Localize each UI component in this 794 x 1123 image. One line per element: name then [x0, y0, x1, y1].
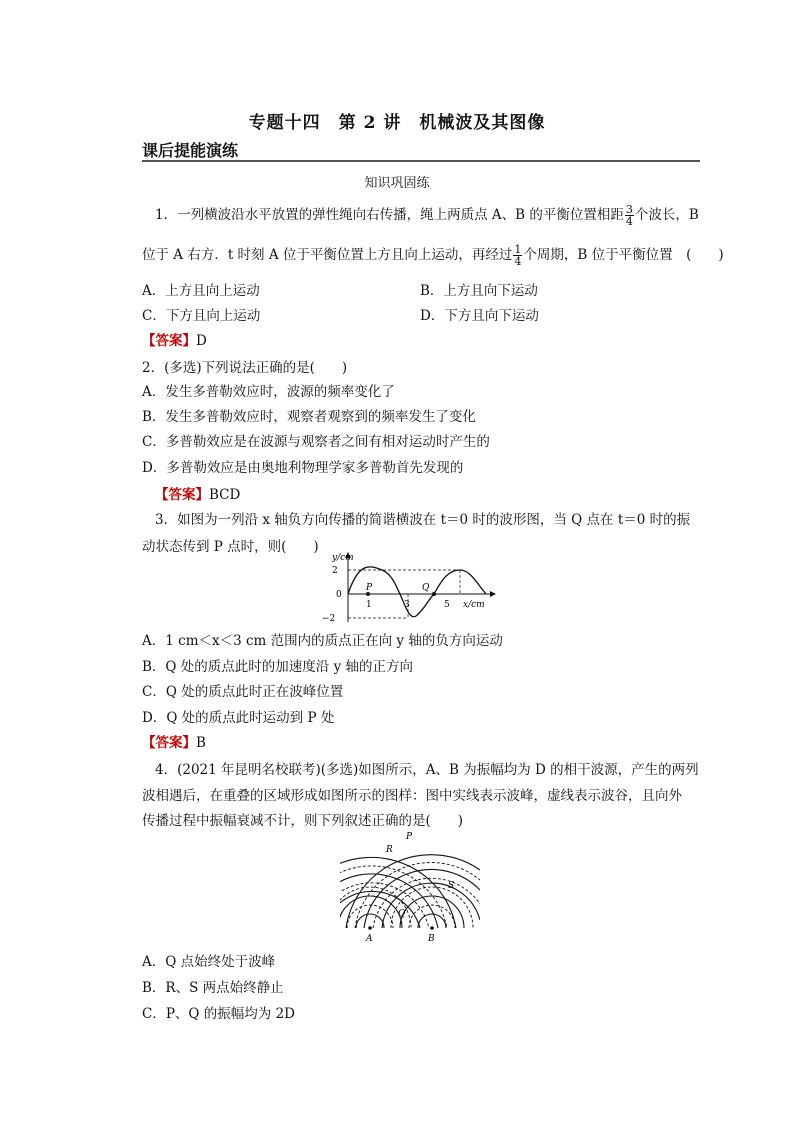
label-b: B [428, 934, 435, 944]
q4-line1: 4．(2021 年昆明名校联考)(多选)如图所示，A、B 为振幅均为 D 的相干波源，产生的两列 [155, 762, 699, 778]
q1-option-c: C．下方且向上运动 [142, 308, 261, 324]
q1-line2 [142, 243, 724, 268]
b-trough-2 [391, 887, 473, 928]
q1-fraction-2 [513, 244, 522, 267]
b-trough-4 [355, 863, 480, 928]
q4-option-a: A．Q 点始终处于波峰 [142, 954, 276, 970]
q3-option-b: B．Q 处的质点此时的加速度沿 y 轴的正方向 [142, 659, 413, 675]
y-axis-label: y/cm [332, 553, 354, 563]
q1-text-d: 个周期，B 位于平衡位置 ( ) [523, 247, 724, 263]
y-tick-neg2: −2 [322, 614, 336, 624]
label-s: S [448, 881, 455, 891]
y-tick-2: 2 [332, 566, 338, 576]
q1-frac1-den: 4 [625, 215, 633, 228]
q2-answer-value: BCD [209, 487, 241, 503]
q1-option-a: A．上方且向上运动 [142, 283, 260, 299]
q2-answer-label: 【答案】 [155, 487, 209, 503]
label-q: Q [422, 583, 430, 593]
q4-line2: 波相遇后，在重叠的区域形成如图所示的图样：图中实线表示波峰，虚线表示波谷，且向外 [142, 788, 682, 804]
q3-option-d: D．Q 处的质点此时运动到 P 处 [142, 710, 335, 726]
section-heading: 课后提能演练 [142, 141, 239, 160]
page-title: 专题十四 第 2 讲 机械波及其图像 [248, 113, 546, 133]
q2-stem: 2．(多选)下列说法正确的是( ) [142, 360, 348, 376]
q1-fraction-1 [625, 204, 634, 227]
q2-option-a: A．发生多普勒效应时，波源的频率变化了 [142, 384, 395, 400]
q3-answer-value: B [196, 735, 206, 751]
q1-text-a: 1．一列横波沿水平放置的弹性绳向右传播，绳上两质点 A、B 的平衡位置相距 [155, 207, 624, 223]
label-a: A [366, 934, 373, 944]
q1-option-d: D．下方且向下运动 [420, 308, 539, 324]
q4-line3: 传播过程中振幅衰减不计，则下列叙述正确的是( ) [142, 813, 464, 829]
b-trough-1 [409, 905, 455, 928]
q3-line2: 动状态传到 P 点时，则( ) [142, 539, 319, 555]
q1-option-b: B．上方且向下运动 [420, 283, 538, 299]
q1-answer-value: D [196, 333, 207, 349]
source-a-dot [368, 926, 372, 930]
x-axis-label: x/cm [463, 600, 485, 610]
q2-option-d: D．多普勒效应是由奥地利物理学家多普勒首先发现的 [142, 460, 464, 476]
q1-text-c: 位于 A 右方．t 时刻 A 位于平衡位置上方且向上运动，再经过 [142, 247, 513, 263]
label-r: R [386, 845, 393, 855]
label-p: P [406, 832, 413, 842]
q4-option-c: C．P、Q 的振幅均为 2D [142, 1006, 295, 1022]
x-tick-5: 5 [444, 600, 450, 610]
q1-frac2-den: 4 [514, 255, 522, 268]
q2-answer [155, 483, 240, 503]
q1-line1 [155, 203, 715, 227]
point-q-dot [432, 592, 436, 596]
subsection-heading: 知识巩固练 [364, 176, 430, 191]
label-p: P [366, 583, 373, 593]
b-crest-1 [418, 914, 446, 928]
source-b-dot [430, 926, 434, 930]
a-crest-3 [340, 891, 420, 928]
q1-answer [142, 329, 207, 349]
q3-line1: 3．如图为一列沿 x 轴负方向传播的简谐横波在 t＝0 时的波形图，当 Q 点在 t＝0 时的振 [155, 512, 691, 528]
q1-text-b: 个波长，B [634, 207, 699, 223]
x-axis-arrow [490, 591, 496, 597]
a-crest-1 [356, 914, 384, 928]
x-tick-3: 3 [404, 600, 410, 610]
label-q: Q [398, 909, 406, 919]
q3-option-c: C．Q 处的质点此时正在波峰位置 [142, 684, 344, 700]
q1-answer-label: 【答案】 [142, 333, 196, 349]
y-tick-0: 0 [336, 590, 342, 600]
q4-option-b: B．R、S 两点始终静止 [142, 980, 284, 996]
q4-interference-figure [340, 828, 480, 946]
q3-wave-figure [320, 550, 500, 625]
x-tick-1: 1 [366, 600, 372, 610]
q1-frac1-num: 3 [625, 203, 633, 216]
q3-answer-label: 【答案】 [142, 735, 196, 751]
q3-option-a: A．1 cm＜x＜3 cm 范围内的质点正在向 y 轴的负方向运动 [142, 633, 503, 649]
q2-option-b: B．发生多普勒效应时，观察者观察到的频率发生了变化 [142, 409, 476, 425]
q1-frac2-num: 1 [514, 243, 522, 256]
section-divider [142, 160, 700, 162]
q2-option-c: C．多普勒效应是在波源与观察者之间有相对运动时产生的 [142, 434, 490, 450]
q3-answer [142, 731, 206, 751]
